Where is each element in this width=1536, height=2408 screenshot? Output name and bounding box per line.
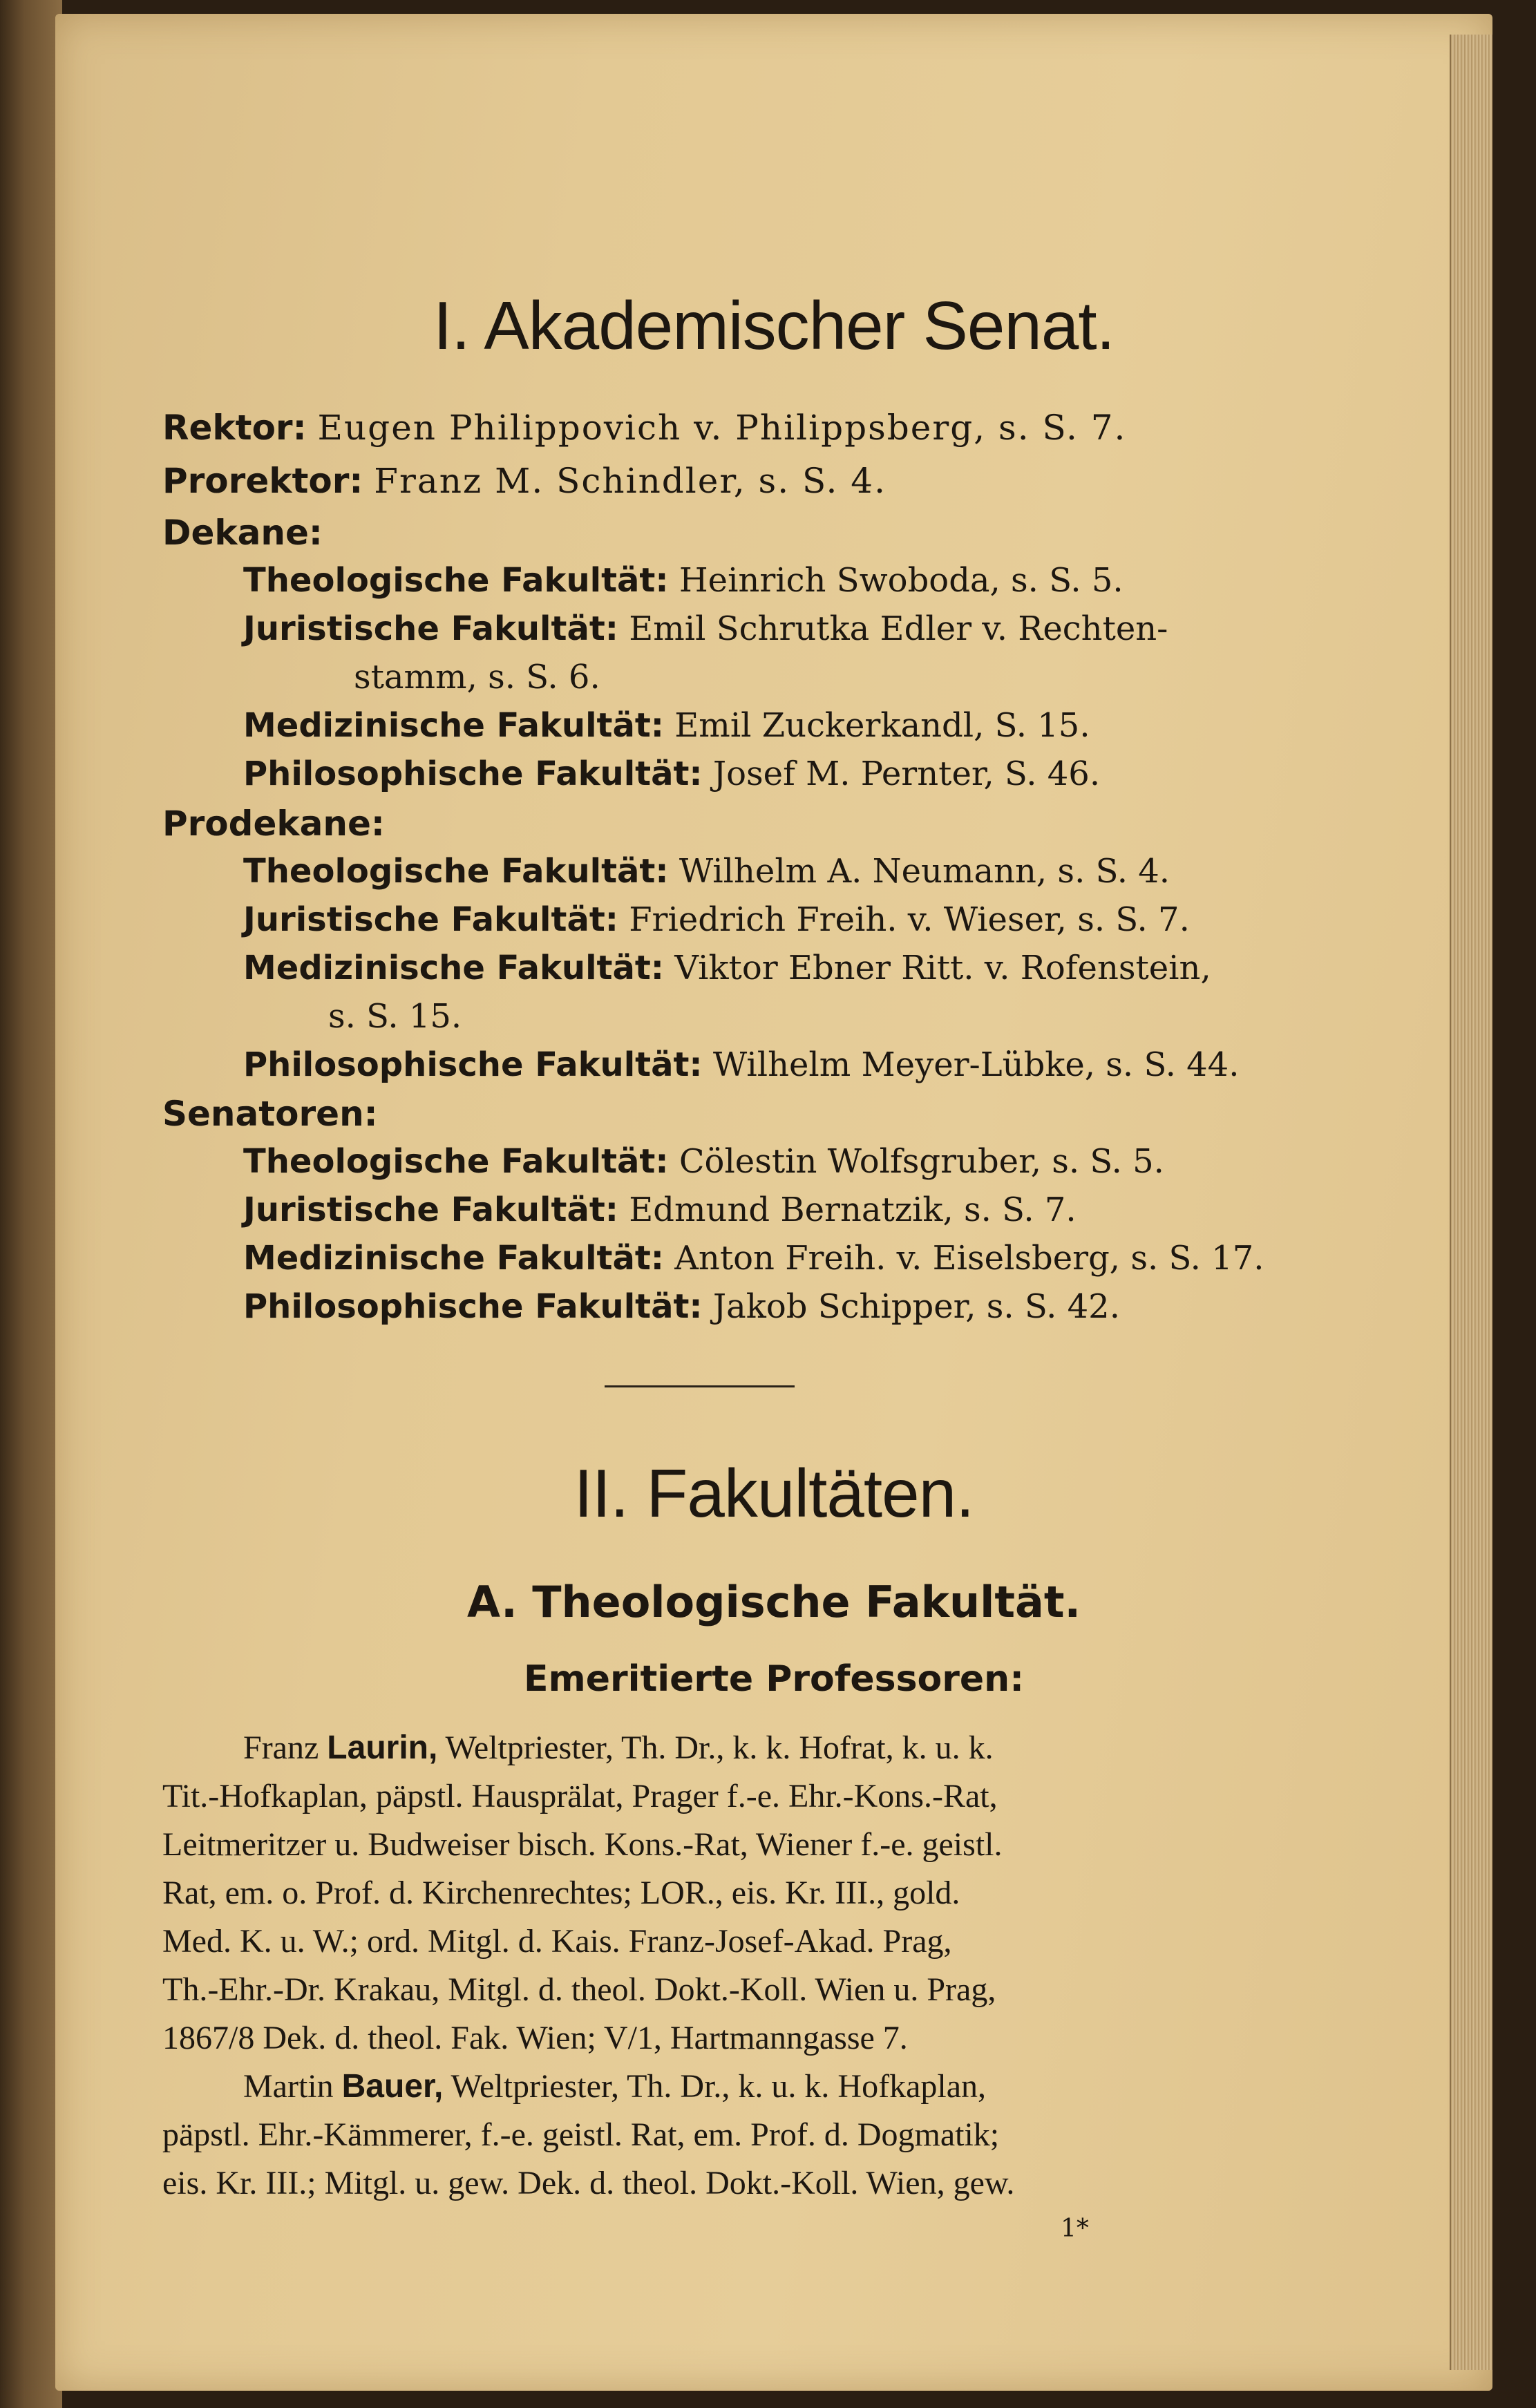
first-name: Franz [243, 1729, 319, 1766]
faculty-label: Juristische Fakultät: [243, 900, 618, 939]
prodekan-line [243, 1045, 1239, 1084]
entry-line: Rat, em. o. Prof. d. Kirchenrechtes; LOR., eis. Kr. III., gold. [162, 1875, 960, 1911]
senate-title: I. Akademischer Senat. [433, 287, 1115, 363]
person-text: Wilhelm A. Neumann, s. S. 4. [679, 852, 1170, 891]
entry-line: päpstl. Ehr.-Kämmerer, f.-e. geistl. Rat, em. Prof. d. Dogmatik; [162, 2116, 1000, 2153]
senator-line [243, 1191, 1077, 1229]
page-edges [1450, 35, 1492, 2370]
faculty-subtitle: A. Theologische Fakultät. [466, 1577, 1081, 1627]
book-page [55, 14, 1492, 2391]
surname: Bauer, [341, 2068, 444, 2105]
rektor-text: Eugen Philippovich v. Philippsberg, s. S. 7. [317, 408, 1127, 448]
prodekan-line [243, 852, 1170, 891]
dekan-line [243, 706, 1090, 745]
entry-line: Leitmeritzer u. Budweiser bisch. Kons.-Rat, Wiener f.-e. geistl. [162, 1826, 1003, 1863]
rektor-label: Rektor: [162, 408, 307, 448]
signature-mark: 1* [1061, 2215, 1089, 2243]
person-text: Edmund Bernatzik, s. S. 7. [629, 1191, 1077, 1229]
dekan-line [243, 755, 1100, 793]
prodekane-label: Prodekane: [162, 804, 385, 844]
senatoren-label: Senatoren: [162, 1094, 378, 1134]
faculty-label: Theologische Fakultät: [243, 561, 669, 600]
faculty-label: Medizinische Fakultät: [243, 1239, 664, 1278]
surname: Laurin, [327, 1729, 438, 1766]
entry-line: eis. Kr. III.; Mitgl. u. gew. Dek. d. theol. Dokt.-Koll. Wien, gew. [162, 2165, 1015, 2201]
faculty-label: Philosophische Fakultät: [243, 755, 703, 793]
dekane-label: Dekane: [162, 513, 323, 553]
rektor-line [162, 408, 1126, 448]
person-text: Wilhelm Meyer-Lübke, s. S. 44. [712, 1045, 1240, 1084]
entry-first-line [243, 1729, 994, 1767]
first-name: Martin [243, 2068, 334, 2105]
entry-line: 1867/8 Dek. d. theol. Fak. Wien; V/1, Hartmanngasse 7. [162, 2020, 908, 2056]
person-text: Emil Zuckerkandl, S. 15. [674, 706, 1090, 745]
person-text: Anton Freih. v. Eiselsberg, s. S. 17. [674, 1239, 1264, 1278]
faculty-label: Medizinische Fakultät: [243, 706, 664, 745]
person-text: Cölestin Wolfsgruber, s. S. 5. [679, 1142, 1164, 1181]
prorektor-text: Franz M. Schindler, s. S. 4. [374, 461, 886, 501]
faculty-label: Theologische Fakultät: [243, 852, 669, 891]
faculty-label: Philosophische Fakultät: [243, 1045, 703, 1084]
prorektor-label: Prorektor: [162, 461, 363, 501]
person-text: Heinrich Swoboda, s. S. 5. [679, 561, 1123, 600]
dekan-continuation: stamm, s. S. 6. [354, 658, 600, 696]
entry-line: Th.-Ehr.-Dr. Krakau, Mitgl. d. theol. Dokt.-Koll. Wien u. Prag, [162, 1971, 996, 2008]
senator-line [243, 1287, 1120, 1326]
person-text: Josef M. Pernter, S. 46. [712, 755, 1101, 793]
faculty-label: Theologische Fakultät: [243, 1142, 669, 1181]
person-text: Friedrich Freih. v. Wieser, s. S. 7. [629, 900, 1190, 939]
person-text: Emil Schrutka Edler v. Rechten- [629, 609, 1168, 648]
prorektor-line [162, 461, 886, 501]
faculty-label: Juristische Fakultät: [243, 609, 618, 648]
senator-line [243, 1239, 1264, 1278]
prodekan-line [243, 900, 1190, 939]
section-divider [605, 1385, 795, 1387]
dekan-line [243, 609, 1168, 648]
faculties-title: II. Fakultäten. [573, 1455, 974, 1531]
person-text: Viktor Ebner Ritt. v. Rofenstein, [674, 949, 1211, 987]
entry-text: Weltpriester, Th. Dr., k. k. Hofrat, k. u. k. [445, 1729, 994, 1766]
dekan-line [243, 561, 1123, 600]
faculty-label: Medizinische Fakultät: [243, 949, 664, 987]
prodekan-line [243, 949, 1211, 987]
book-spine-edge [0, 0, 62, 2408]
prodekan-continuation: s. S. 15. [328, 997, 462, 1036]
entry-first-line [243, 2067, 986, 2105]
entry-text: Weltpriester, Th. Dr., k. u. k. Hofkaplan, [451, 2068, 987, 2105]
person-text: Jakob Schipper, s. S. 42. [712, 1287, 1120, 1326]
entry-line: Med. K. u. W.; ord. Mitgl. d. Kais. Franz-Josef-Akad. Prag, [162, 1923, 952, 1960]
faculty-label: Juristische Fakultät: [243, 1191, 618, 1229]
emeriti-heading: Emeritierte Professoren: [524, 1658, 1024, 1700]
senator-line [243, 1142, 1164, 1181]
faculty-label: Philosophische Fakultät: [243, 1287, 703, 1326]
entry-line: Tit.-Hofkaplan, päpstl. Hausprälat, Prager f.-e. Ehr.-Kons.-Rat, [162, 1778, 998, 1814]
